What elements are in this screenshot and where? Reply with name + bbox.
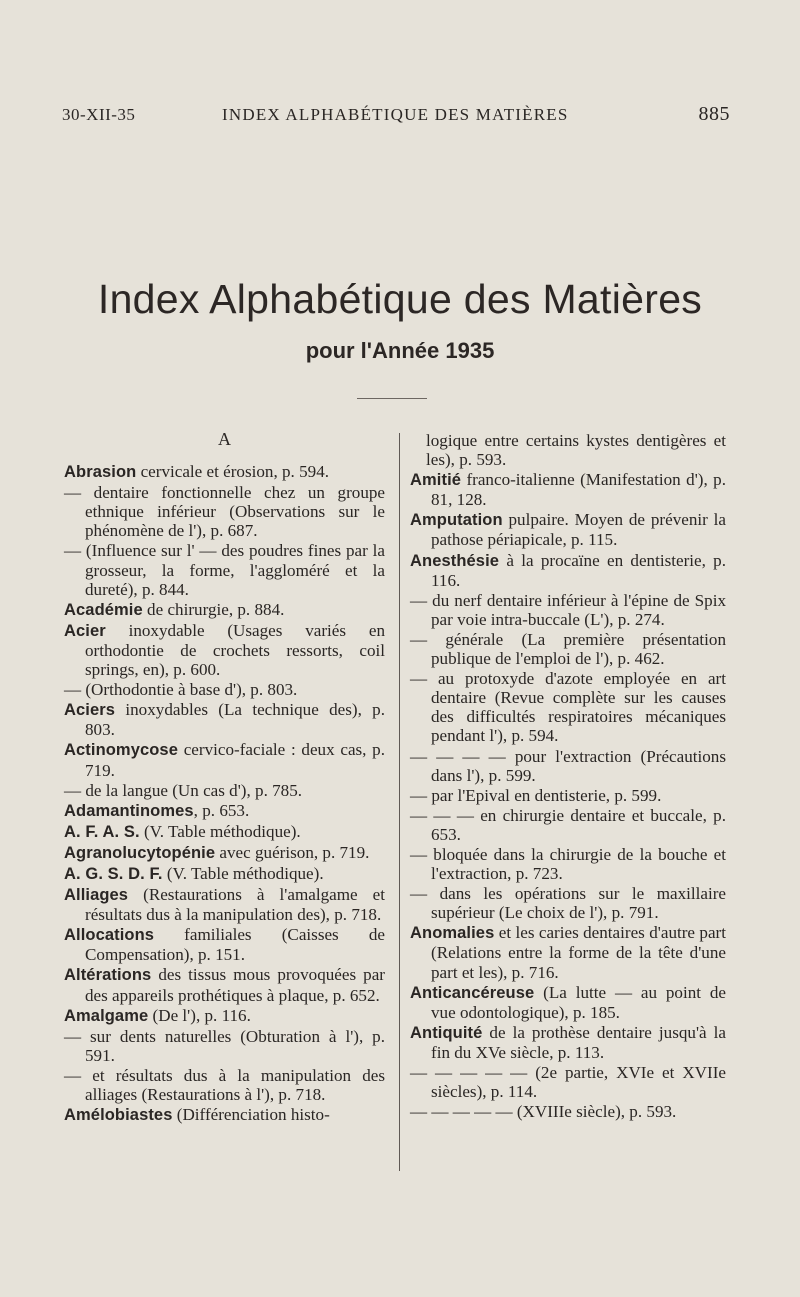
index-entry (64, 864, 385, 884)
index-entry (64, 1066, 385, 1104)
index-entry (64, 483, 385, 540)
left-column (64, 430, 385, 1126)
index-entry (64, 600, 385, 620)
entry-text: (Restaurations à l'amalgame et résultats dus à la manipulation des), p. 718. (85, 885, 385, 925)
index-entry (64, 885, 385, 924)
title-divider (357, 398, 427, 399)
index-entry (410, 591, 726, 629)
entry-text: franco-italienne (Manifestation d'), p. 81, 128. (431, 470, 726, 510)
entry-headword: Actinomycose (64, 741, 178, 760)
right-entry-list (410, 431, 726, 1121)
index-entry (410, 510, 726, 549)
entry-text: — — — — — (XVIIIe siècle), p. 593. (410, 1102, 677, 1122)
right-column (410, 431, 726, 1122)
running-title: INDEX ALPHABÉTIQUE DES MATIÈRES (222, 105, 569, 124)
index-entry (410, 431, 726, 469)
index-entry (64, 1105, 385, 1125)
index-entry (64, 822, 385, 842)
entry-text: inoxydable (Usages variés en orthodontie de crochets ressorts, coil springs, en), p. 600. (85, 620, 385, 680)
entry-text: — — — en chirurgie dentaire et buccale, p. 653. (410, 805, 726, 844)
entry-text: — — — — — (2e partie, XVIe et XVIIe siècles), p. 114. (410, 1063, 726, 1102)
index-entry (64, 680, 385, 699)
entry-headword: Amputation (410, 511, 503, 530)
entry-headword: A. F. A. S. (64, 822, 140, 841)
entry-text: — générale (La première présentation publique de l'emploi de l'), p. 462. (410, 629, 726, 669)
index-entry (64, 801, 385, 821)
entry-headword: Allocations (64, 926, 155, 945)
entry-text: — bloquée dans la chirurgie de la bouche et l'extraction, p. 723. (410, 844, 726, 884)
index-entry (410, 806, 726, 844)
entry-text: (V. Table méthodique). (162, 863, 324, 883)
index-entry (410, 1063, 726, 1101)
entry-headword: Amalgame (64, 1006, 149, 1025)
column-divider (399, 433, 400, 1171)
index-entry (410, 1102, 726, 1121)
index-entry (64, 1006, 385, 1026)
entry-text: à la procaïne en dentisterie, p. 116. (431, 550, 726, 590)
entry-text: — (Influence sur l' — des poudres fines par la grosseur, la forme, l'aggloméré et la dureté), p. 844. (64, 541, 385, 599)
index-entry (64, 925, 385, 964)
entry-headword: Adamantinomes (64, 801, 194, 820)
entry-headword: Agranolucytopénie (64, 843, 216, 862)
index-entry (64, 462, 385, 482)
entry-headword: Anticancéreuse (410, 983, 535, 1002)
entry-text: et les caries dentaires d'autre part (Relations entre la forme de la tête d'une part et les), p. 716. (431, 923, 726, 982)
index-entry (64, 740, 385, 779)
entry-text: logique entre certains kystes dentigères et les), p. 593. (426, 431, 726, 470)
entry-text: cervico-faciale : deux cas, p. 719. (85, 740, 385, 780)
entry-text: — et résultats dus à la manipulation des alliages (Restaurations à l'), p. 718. (64, 1065, 385, 1104)
index-entry (410, 884, 726, 922)
entry-text: — (Orthodontie à base d'), p. 803. (64, 680, 298, 700)
entry-headword: Acier (64, 621, 106, 640)
page-subtitle: pour l'Année 1935 (305, 338, 495, 363)
index-entry (64, 965, 385, 1004)
entry-text: — de la langue (Un cas d'), p. 785. (64, 780, 303, 800)
entry-text: (De l'), p. 116. (148, 1005, 251, 1025)
index-entry (64, 843, 385, 863)
index-entry (410, 983, 726, 1022)
entry-headword: Anesthésie (410, 551, 500, 570)
issue-date: 30-XII-35 (62, 105, 136, 124)
entry-text: — dans les opérations sur le maxillaire supérieur (Le choix de l'), p. 791. (410, 884, 726, 923)
entry-text: — dentaire fonctionnelle chez un groupe ethnique inférieur (Observations sur le phénomène de l'), p. 687. (64, 483, 385, 541)
entry-text: — sur dents naturelles (Obturation à l'), p. 591. (64, 1026, 385, 1065)
entry-text: , p. 653. (193, 800, 250, 820)
index-entry (410, 669, 726, 745)
entry-headword: Abrasion (64, 463, 137, 482)
left-entry-list (64, 462, 385, 1125)
entry-text: de chirurgie, p. 884. (142, 599, 285, 619)
entry-text: — au protoxyde d'azote employée en art dentaire (Revue complète sur les causes des difficultés respiratoires mécaniques pendant l'), p. 594. (410, 669, 726, 746)
index-entry (64, 781, 385, 800)
entry-text: de la prothèse dentaire jusqu'à la fin du XVe siècle, p. 113. (431, 1022, 726, 1062)
entry-headword: Altérations (64, 966, 152, 985)
index-entry (410, 470, 726, 509)
entry-headword: Aciers (64, 701, 116, 720)
entry-headword: Amélobiastes (64, 1106, 173, 1125)
index-entry (410, 747, 726, 785)
entry-headword: Académie (64, 600, 143, 619)
index-entry (64, 700, 385, 739)
index-entry (410, 845, 726, 883)
entry-text: (Différenciation histo- (172, 1105, 330, 1125)
entry-text: inoxydables (La technique des), p. 803. (85, 700, 385, 740)
page-number: 885 (698, 103, 730, 125)
index-entry (410, 786, 726, 805)
index-entry (64, 621, 385, 679)
section-letter: A (218, 429, 231, 449)
entry-text: — du nerf dentaire inférieur à l'épine de Spix par voie intra-buccale (L'), p. 274. (410, 590, 726, 629)
entry-text: des tissus mous provoquées par des appareils prothétiques à plaque, p. 652. (85, 965, 385, 1005)
index-entry (64, 1027, 385, 1065)
entry-headword: Alliages (64, 886, 129, 905)
entry-headword: Amitié (410, 471, 462, 490)
entry-text: — — — — pour l'extraction (Précautions dans l'), p. 599. (410, 746, 726, 785)
index-entry (410, 630, 726, 668)
index-entry (410, 923, 726, 981)
entry-headword: Anomalies (410, 924, 495, 943)
entry-text: pulpaire. Moyen de prévenir la pathose périapicale, p. 115. (431, 510, 726, 550)
entry-text: (V. Table méthodique). (139, 821, 301, 841)
index-entry (410, 551, 726, 590)
index-entry (64, 541, 385, 598)
entry-text: cervicale et érosion, p. 594. (136, 462, 330, 482)
entry-text: avec guérison, p. 719. (215, 842, 370, 862)
entry-headword: A. G. S. D. F. (64, 864, 163, 883)
entry-text: (La lutte — au point de vue odontologique), p. 185. (431, 982, 726, 1022)
page-title: Index Alphabétique des Matières (97, 276, 703, 322)
entry-text: familiales (Caisses de Compensation), p. 151. (85, 925, 385, 965)
entry-headword: Antiquité (410, 1023, 483, 1042)
index-entry (410, 1023, 726, 1062)
page-header (62, 103, 730, 133)
entry-text: — par l'Epival en dentisterie, p. 599. (410, 785, 662, 805)
